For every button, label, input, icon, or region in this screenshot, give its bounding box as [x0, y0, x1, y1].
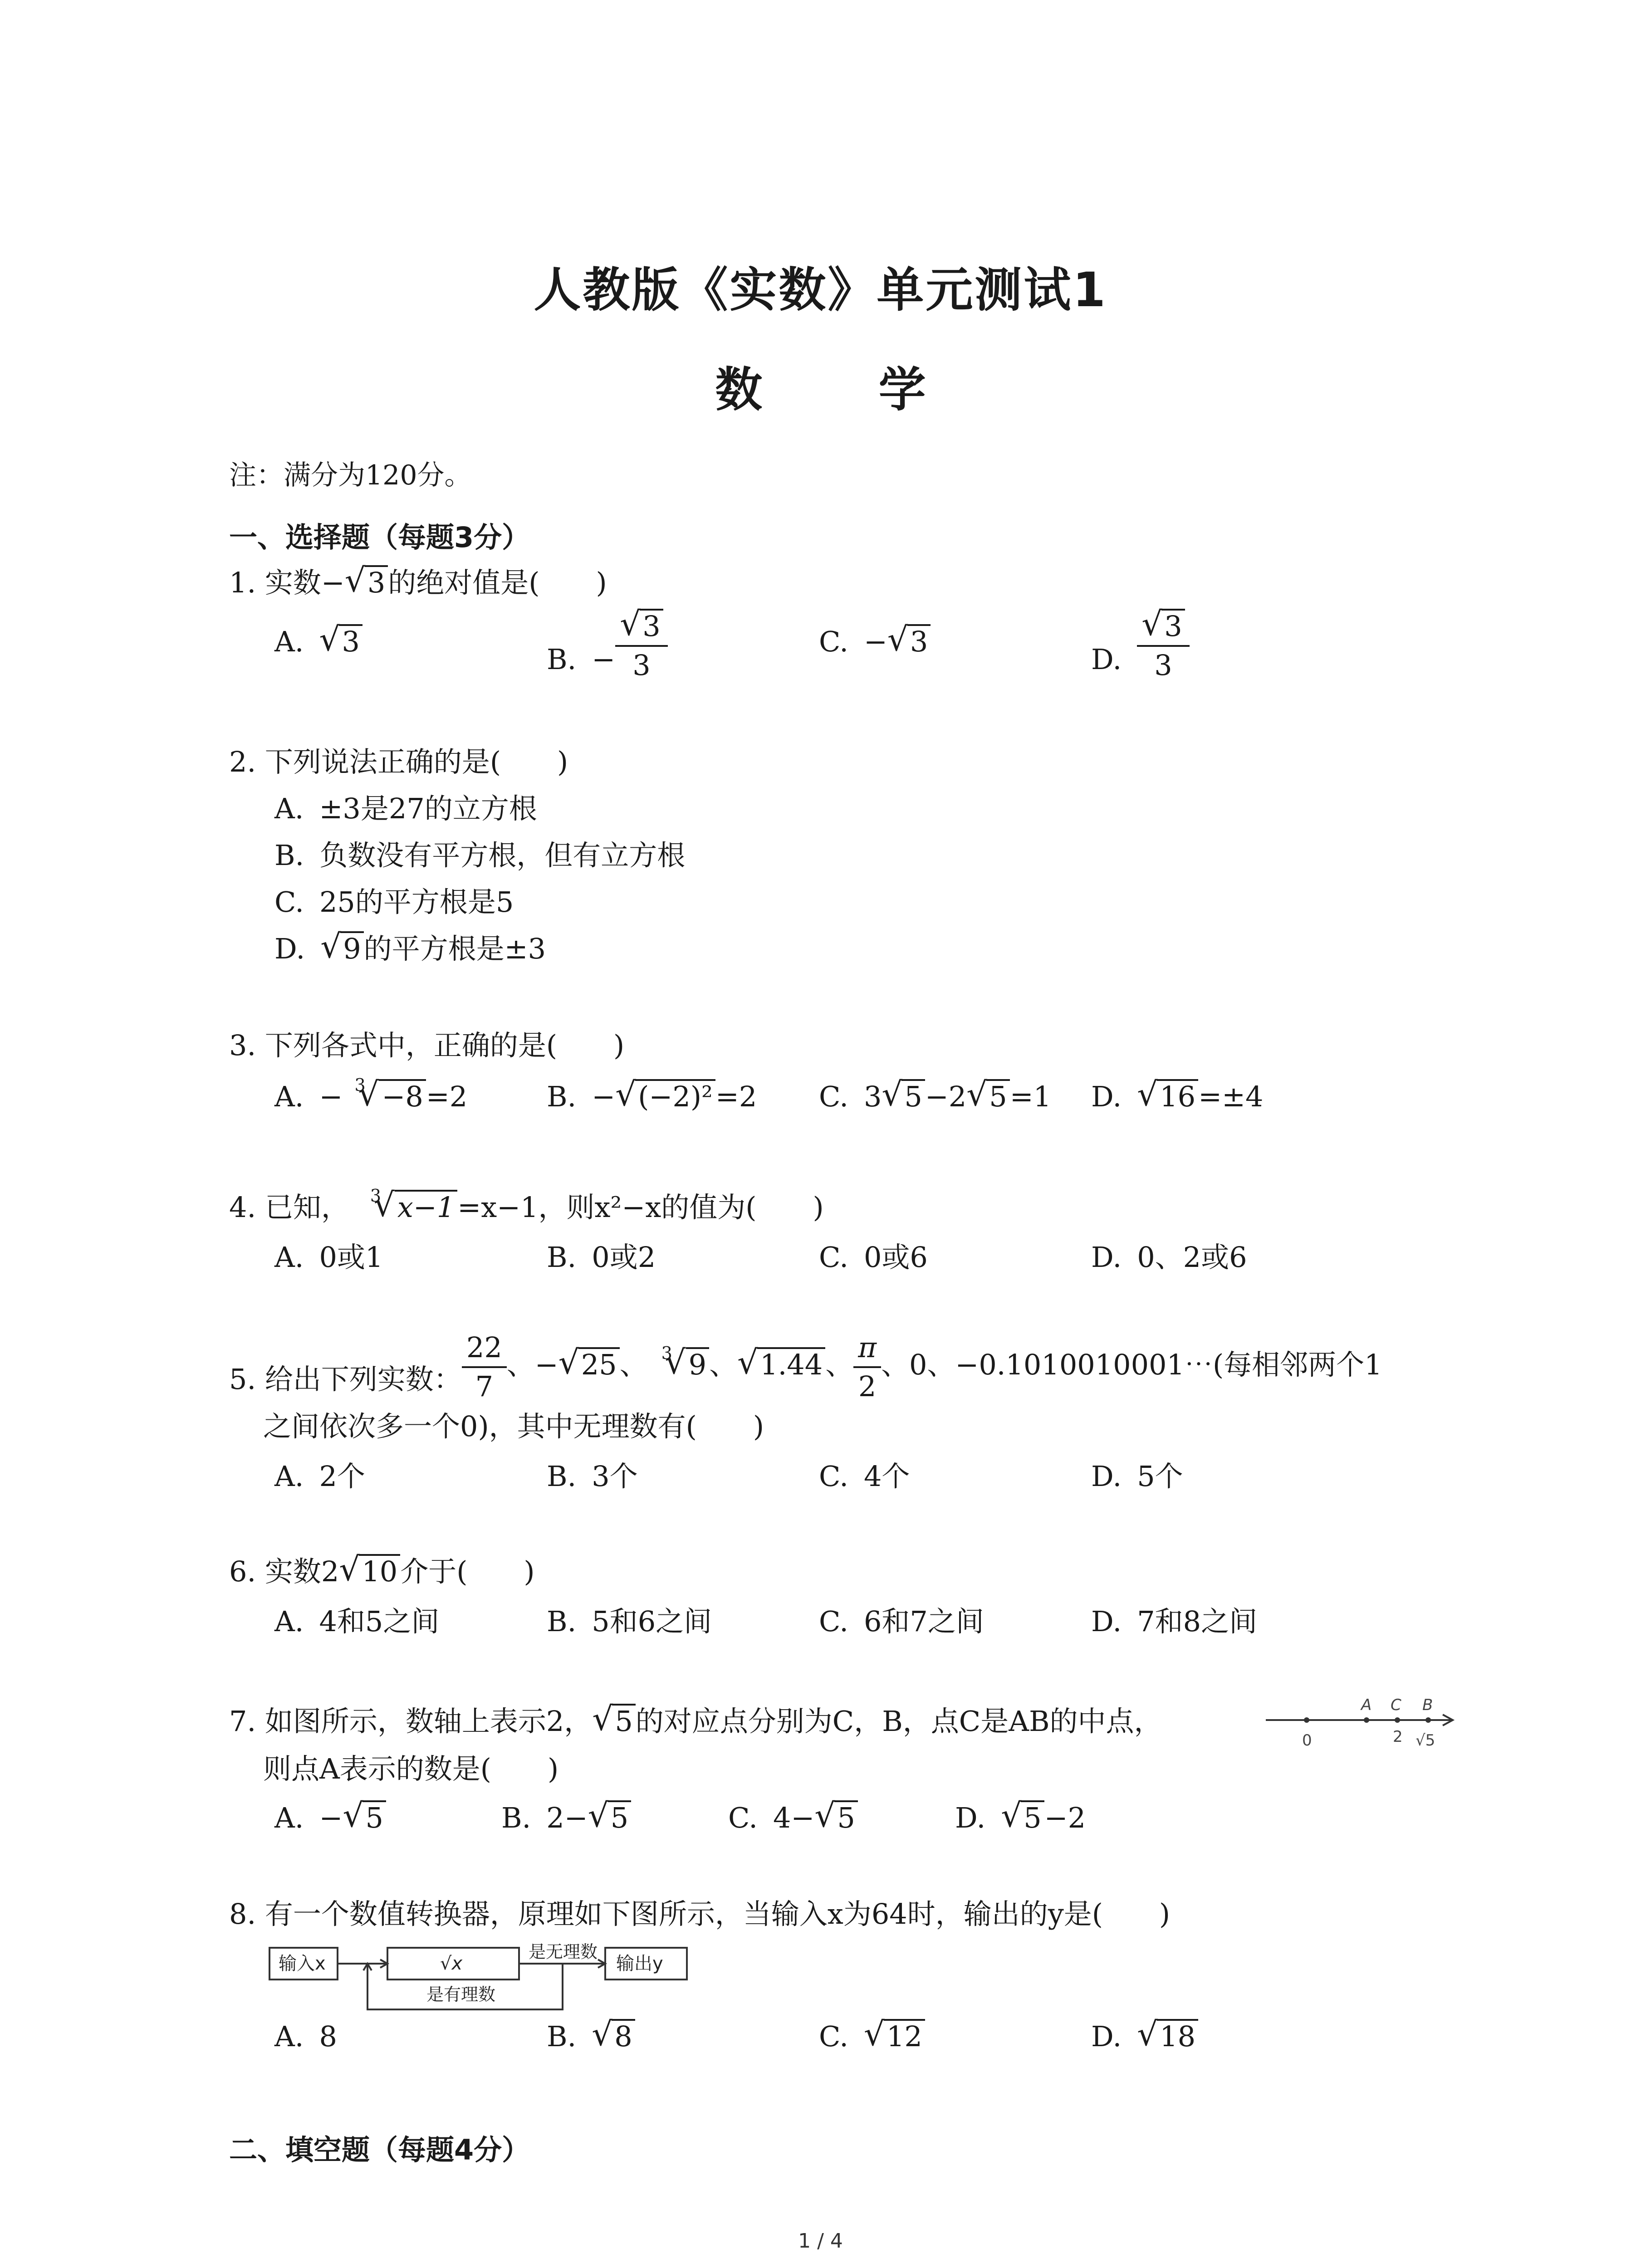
q3-option-d: D.√ 16=±4	[1091, 1079, 1263, 1115]
point-a	[1364, 1717, 1369, 1723]
q8-option-a: A. 8	[274, 2020, 337, 2053]
q4-option-b: B. 0或2	[547, 1241, 656, 1274]
question-4-stem: 4. 已知， √ 3 x−1=x−1，则x²−x的值为( )	[229, 1189, 824, 1226]
q2-option-b: B. 负数没有平方根，但有立方根	[274, 839, 686, 872]
q5-option-d: D. 5个	[1091, 1460, 1183, 1493]
sqrt-op-label: √x	[440, 1953, 463, 1974]
section-choice-heading: 一、选择题（每题3分）	[229, 521, 530, 554]
q5-option-c: C. 4个	[819, 1460, 910, 1493]
label-a: A	[1361, 1696, 1372, 1714]
output-label: 输出y	[616, 1953, 663, 1974]
q2-option-a: A. ±3是27的立方根	[274, 792, 537, 825]
point-zero	[1304, 1717, 1309, 1723]
question-7-line2: 则点A表示的数是( )	[263, 1752, 559, 1785]
q3-option-c: C. 3√ 5−2√ 5=1	[819, 1079, 1051, 1115]
q1-option-c: C. −√ 3	[819, 624, 931, 660]
q8-option-c: C.√ 12	[819, 2019, 925, 2055]
q6-option-c: C. 6和7之间	[819, 1605, 984, 1638]
page-title: 人教版《实数》单元测试1	[534, 262, 1107, 318]
question-5-stem: 5. 给出下列实数： $\frac{22}{7}$ 、−√ 25、 √ 3 9、√ 1.44、 $\frac{\pi}{2}$ 、0、−0.1010010001⋯(每相邻两个1	[229, 1329, 1382, 1405]
q6-option-a: A. 4和5之间	[274, 1605, 440, 1638]
rational-label: 是有理数	[426, 1984, 496, 2004]
q3-option-b: B. −√ (−2)²=2	[547, 1079, 757, 1115]
q7-option-c: C. 4−√ 5	[728, 1800, 858, 1836]
question-7-stem: 7. 如图所示，数轴上表示2，√ 5的对应点分别为C，B，点C是AB的中点，	[229, 1703, 1162, 1740]
q2-option-c: C. 25的平方根是5	[274, 885, 514, 919]
q3-option-a: A. − √ 3 −8=2	[274, 1079, 467, 1115]
q7-option-b: B. 2−√ 5	[501, 1800, 631, 1836]
question-6-stem: 6. 实数2√ 10介于( )	[229, 1554, 535, 1590]
q8-option-d: D.√ 18	[1091, 2019, 1198, 2055]
converter-flowchart	[268, 1937, 703, 2019]
q7-option-d: D.√ 5−2	[955, 1800, 1086, 1836]
q4-option-a: A. 0或1	[274, 1241, 383, 1274]
section-fill-heading: 二、填空题（每题4分）	[229, 2133, 530, 2166]
question-2-stem: 2. 下列说法正确的是( )	[229, 745, 568, 778]
q4-option-c: C. 0或6	[819, 1241, 928, 1274]
irrational-label: 是无理数	[529, 1942, 598, 1962]
q7-option-a: A. −√ 5	[274, 1800, 386, 1836]
q4-option-d: D. 0、2或6	[1091, 1241, 1247, 1274]
number-line-figure	[1266, 1696, 1465, 1755]
score-note: 注：满分为120分。	[229, 459, 472, 491]
q1-option-d: D. √ $\frac{3}{3}$	[1091, 608, 1190, 684]
q1-option-a: A.√ 3	[274, 624, 362, 660]
q5-option-b: B. 3个	[547, 1460, 638, 1493]
q1-sqrt: √ 3	[345, 565, 388, 601]
label-c: C	[1391, 1696, 1401, 1714]
q5-option-a: A. 2个	[274, 1460, 365, 1493]
q6-option-b: B. 5和6之间	[547, 1605, 712, 1638]
q8-option-b: B.√ 8	[547, 2019, 635, 2055]
page-subtitle: 数 学	[715, 362, 976, 417]
question-1-stem: 1. 实数−√ 3的绝对值是( )	[229, 565, 607, 601]
question-3-stem: 3. 下列各式中，正确的是( )	[229, 1029, 625, 1062]
q1-option-b: B. − √ $\frac{3}{3}$	[547, 608, 668, 684]
label-b: B	[1422, 1696, 1433, 1714]
input-label: 输入x	[279, 1953, 326, 1974]
label-sqrt5: √5	[1416, 1731, 1435, 1750]
point-c	[1395, 1717, 1400, 1723]
q2-option-d: D.√ 9的平方根是±3	[274, 931, 546, 967]
question-8-stem: 8. 有一个数值转换器，原理如下图所示，当输入x为64时，输出的y是( )	[229, 1897, 1171, 1931]
label-two: 2	[1393, 1728, 1403, 1746]
question-5-line2: 之间依次多一个0)，其中无理数有( )	[263, 1410, 764, 1443]
q6-option-d: D. 7和8之间	[1091, 1605, 1258, 1638]
point-b	[1425, 1717, 1431, 1723]
label-zero: 0	[1302, 1731, 1312, 1750]
page-number: 1 / 4	[798, 2229, 843, 2253]
